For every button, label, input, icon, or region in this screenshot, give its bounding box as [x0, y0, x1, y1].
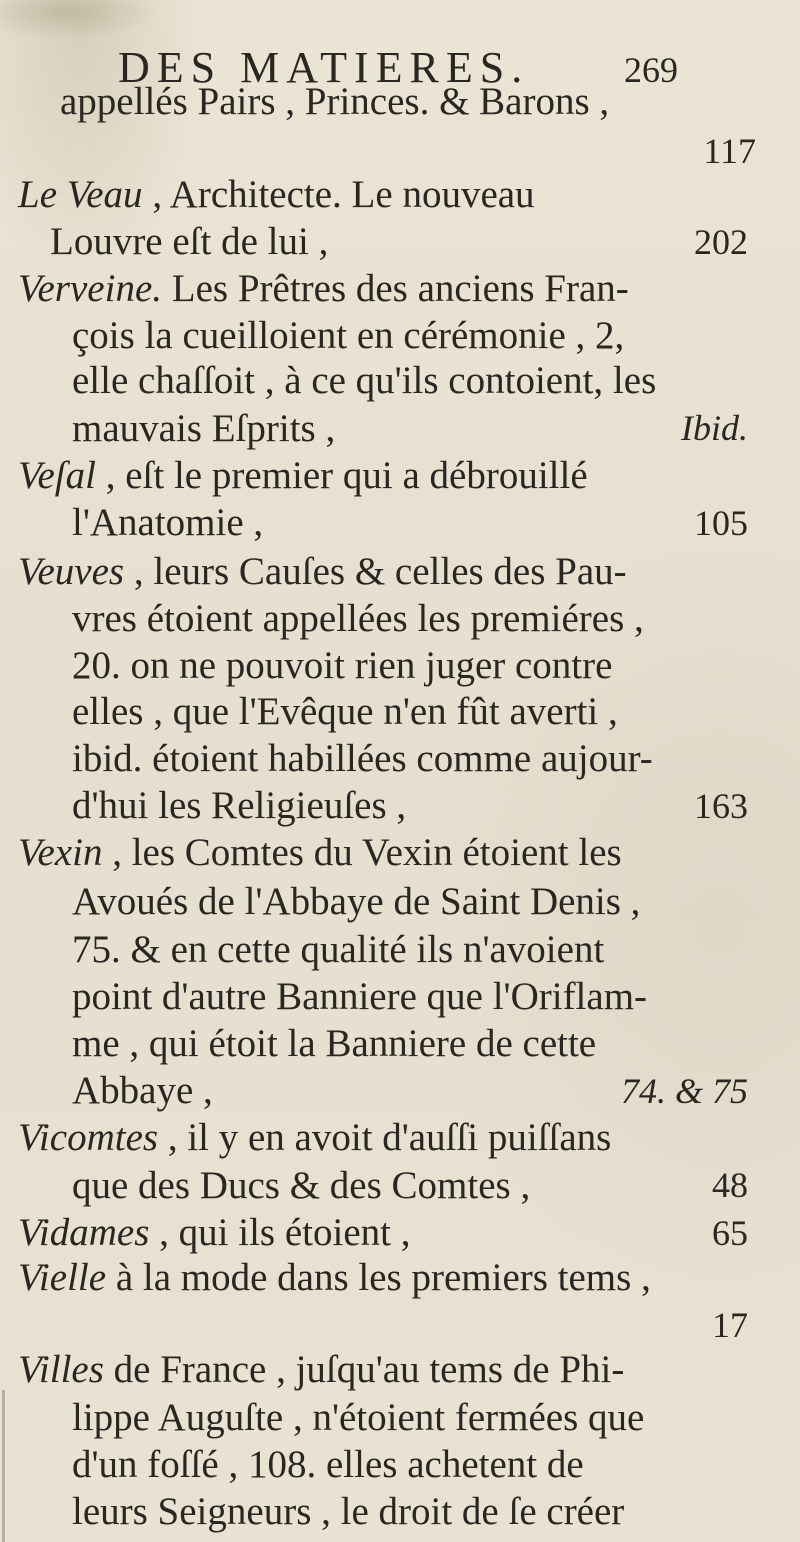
- page-stain: [0, 0, 160, 40]
- running-title: DES MATIERES.: [118, 43, 530, 92]
- index-line: que des Ducs & des Comtes ,: [72, 1163, 531, 1207]
- index-term: Vidames: [18, 1210, 150, 1254]
- index-line: point d'autre Banniere que l'Oriflam-: [72, 974, 648, 1018]
- index-term: Veſal: [18, 453, 96, 497]
- index-line: 75. & en cette qualité ils n'avoient: [72, 927, 605, 971]
- index-page-ref: 17: [712, 1305, 748, 1345]
- index-term: Le Veau: [18, 172, 143, 216]
- index-line: leurs Seigneurs , le droit de ſe créer: [72, 1490, 625, 1533]
- index-line: Vexin , les Comtes du Vexin étoient les: [18, 831, 622, 875]
- index-term: Veuves: [18, 550, 125, 593]
- index-line: appellés Pairs , Princes. & Barons ,: [60, 80, 610, 123]
- index-line: Veſal , eſt le premier qui a débrouillé: [18, 453, 588, 497]
- binding-edge: [2, 1390, 5, 1542]
- index-line: Le Veau , Architecte. Le nouveau: [18, 172, 535, 216]
- index-page-ref: Ibid.: [681, 408, 748, 449]
- index-term: Vexin: [18, 831, 103, 875]
- index-line: d'un foſſé , 108. elles achetent de: [72, 1442, 584, 1486]
- index-line: 20. on ne pouvoit rien juger contre: [72, 644, 613, 688]
- index-line: Vidames , qui ils étoient ,: [18, 1210, 411, 1254]
- index-term: Verveine.: [18, 266, 163, 310]
- index-line: lippe Auguſte , n'étoient fermées que: [72, 1395, 645, 1439]
- index-page-ref: 48: [712, 1165, 748, 1206]
- index-line: vres étoient appellées les premiéres ,: [72, 597, 644, 641]
- index-term: Villes: [18, 1348, 104, 1392]
- index-term: Vicomtes: [18, 1116, 159, 1160]
- index-line: ibid. étoient habillées comme aujour-: [72, 736, 653, 780]
- index-line: Veuves , leurs Cauſes & celles des Pau-: [18, 550, 627, 593]
- index-line: mauvais Eſprits ,: [72, 406, 336, 450]
- index-page-ref: 163: [694, 785, 748, 826]
- index-page-ref: 65: [712, 1212, 748, 1253]
- index-line: Avoués de l'Abbaye de Saint Denis ,: [72, 880, 641, 924]
- index-line: çois la cueilloient en cérémonie , 2,: [72, 314, 625, 358]
- index-page-ref: 74. & 75: [620, 1071, 748, 1111]
- index-line: Verveine. Les Prêtres des anciens Fran-: [18, 266, 629, 310]
- index-page-ref: 117: [703, 131, 756, 171]
- index-line: d'hui les Religieuſes ,: [72, 784, 407, 828]
- index-line: Abbaye ,: [72, 1069, 213, 1113]
- index-line: Louvre eſt de lui ,: [50, 219, 329, 263]
- index-line: Vicomtes , il y en avoit d'auſſi puiſſans: [18, 1116, 612, 1160]
- index-line: elle chaſſoit , à ce qu'ils contoient, les: [72, 359, 657, 403]
- index-page-ref: 105: [694, 502, 748, 543]
- index-line: me , qui étoit la Banniere de cette: [72, 1021, 597, 1065]
- index-line: l'Anatomie ,: [72, 500, 264, 544]
- index-line: Vielle à la mode dans les premiers tems ,: [18, 1255, 651, 1299]
- index-page-ref: 202: [694, 221, 748, 262]
- index-line: Villes de France , juſqu'au tems de Phi-: [18, 1348, 625, 1392]
- index-term: Vielle: [18, 1255, 107, 1299]
- page-number: 269: [624, 50, 678, 90]
- index-line: elles , que l'Evêque n'en fût averti ,: [72, 689, 618, 733]
